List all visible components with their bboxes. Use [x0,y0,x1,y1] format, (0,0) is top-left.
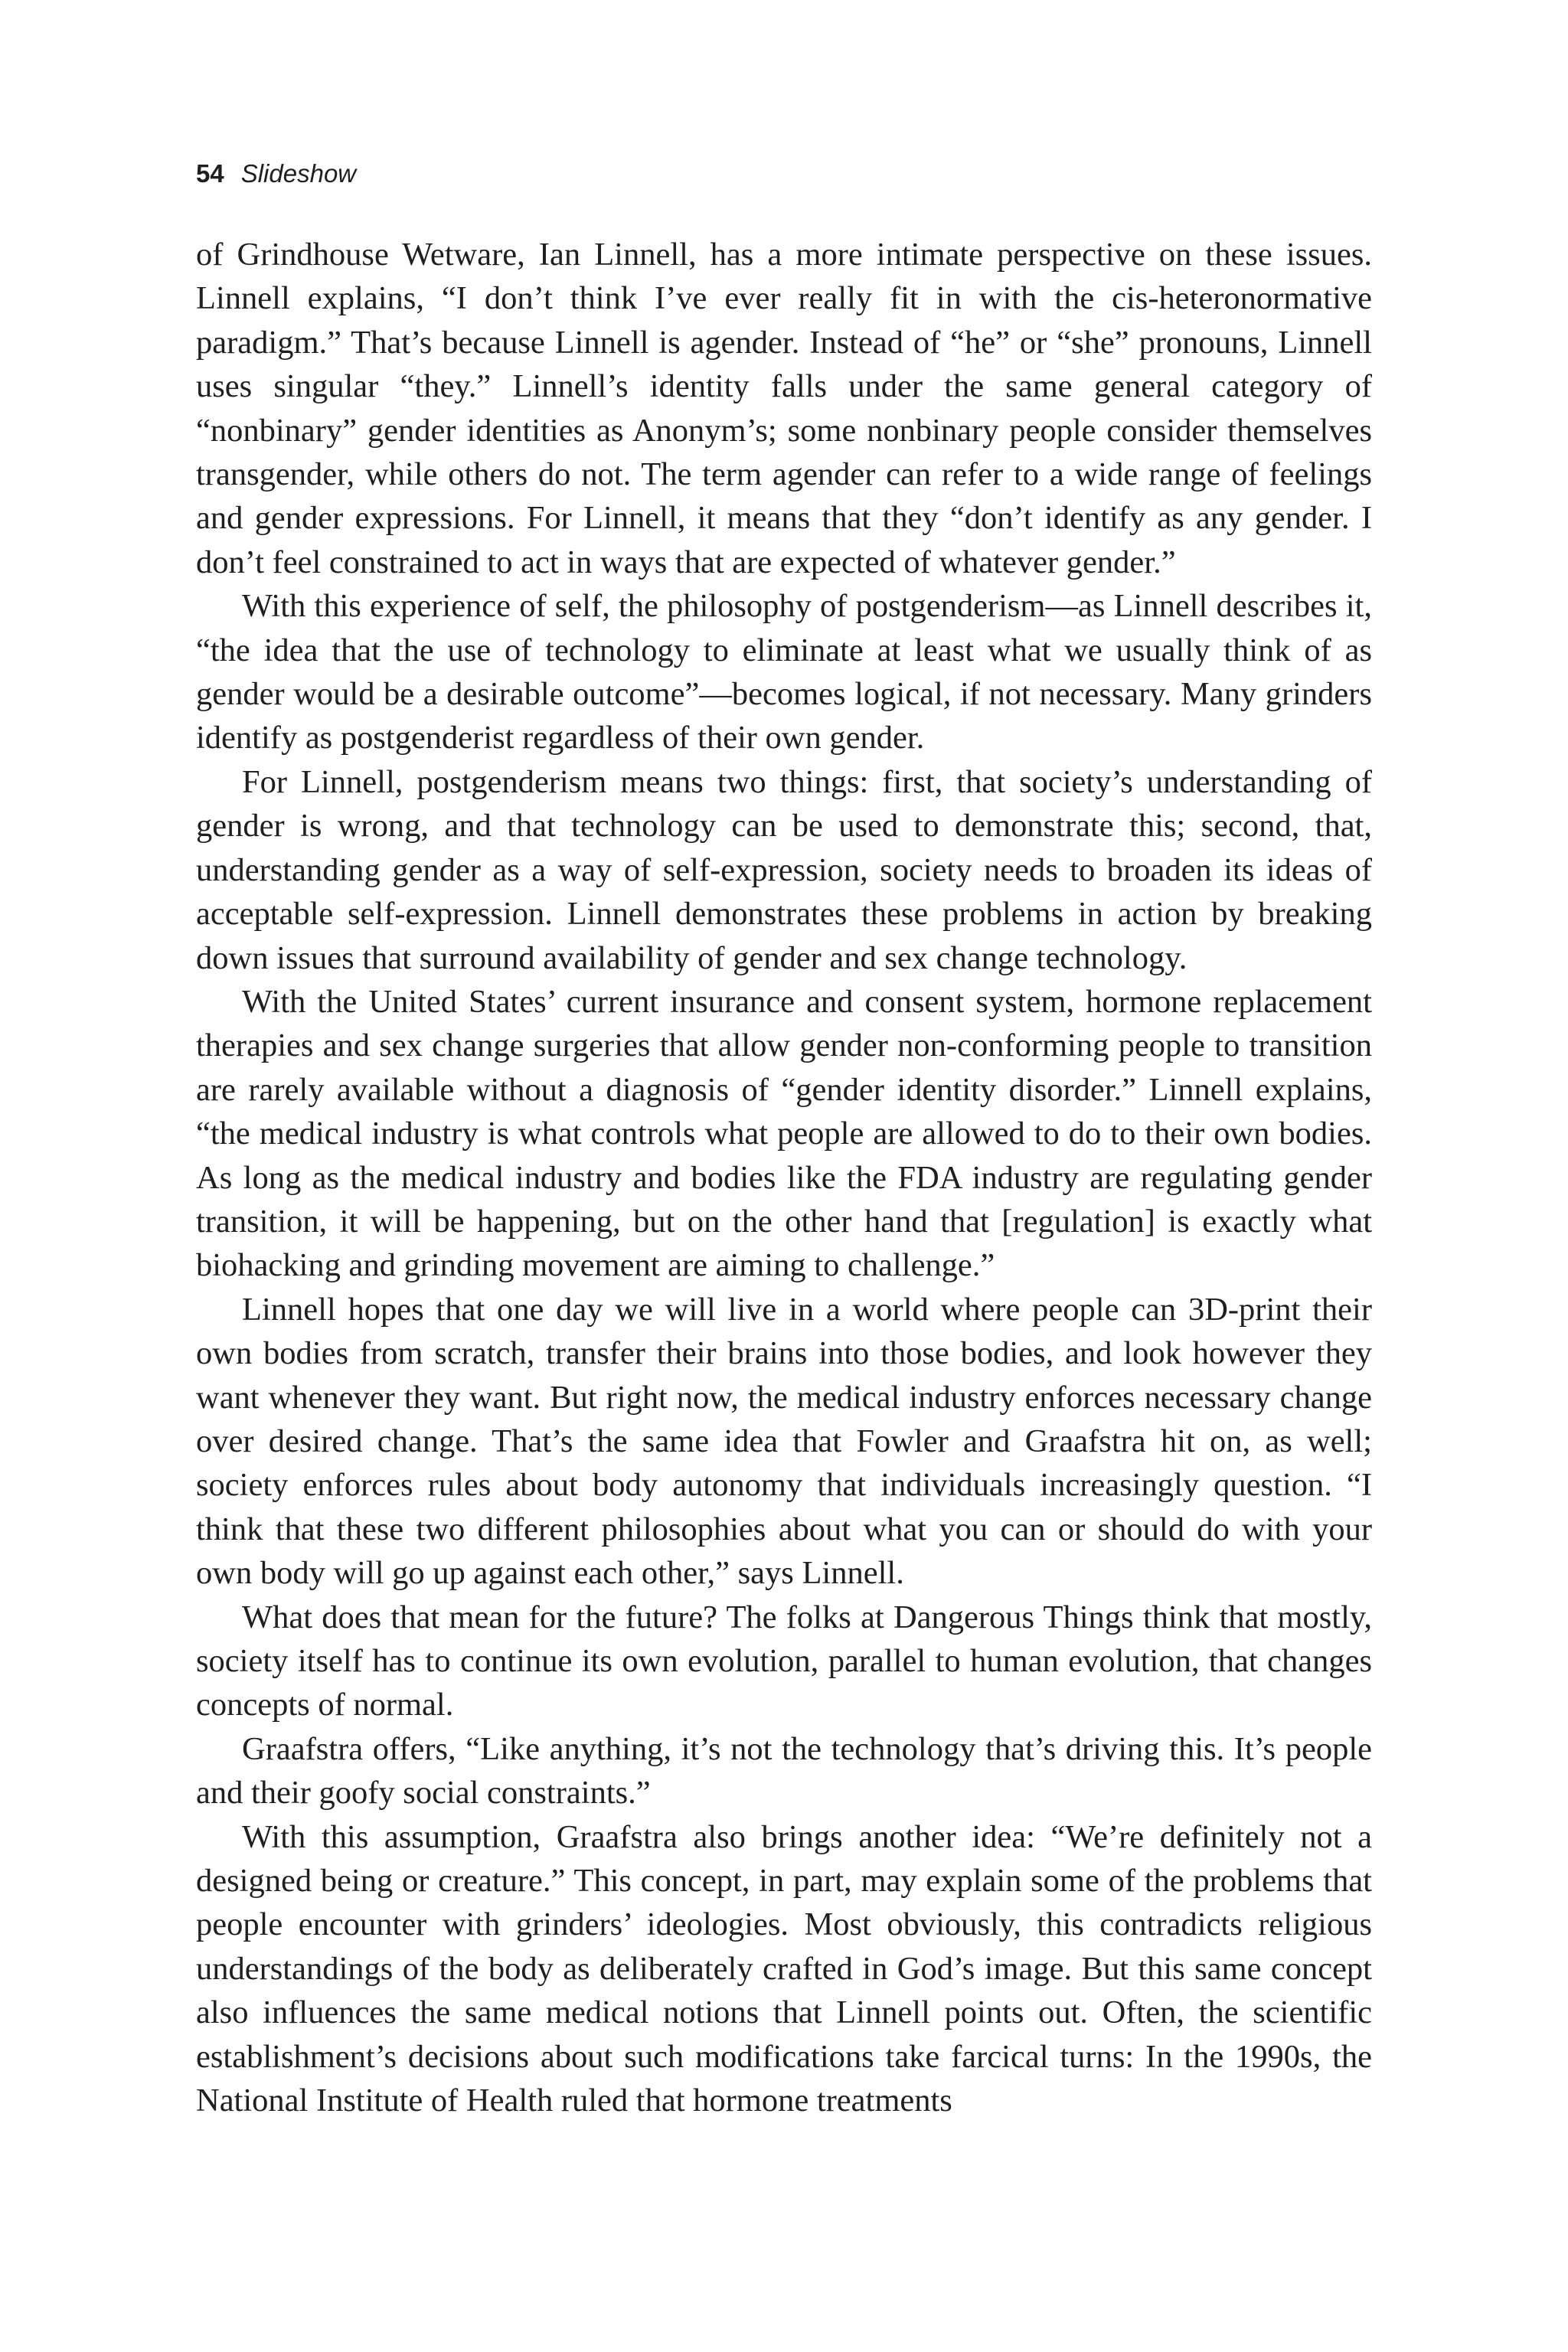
paragraph: With the United States’ current insurance and consent system, hormone replacement therapies and sex change surgeries that allow gender non-conforming people to transition are rarely available without a diagnosis of “gender identity disorder.” Linnell explains, “the medical industry is what controls what people are allowed to do to their own bodies. As long as the medical industry and bodies like the FDA industry are regulating gender transition, it will be happening, but on the other hand that [regulation] is exactly what biohacking and grinding movement are aiming to challenge.” [196,983,1372,1284]
paragraph: With this assumption, Graafstra also brings another idea: “We’re definitely not a designed being or creature.” This concept, in part, may explain some of the problems that people encounter with grinders’ ideologies. Most obviously, this contradicts religious understandings of the body as deliberately crafted in God’s image. But this same concept also influences the same medical notions that Linnell points out. Often, the scientific establishment’s decisions about such modifications take farcical turns: In the 1990s, the National Institute of Health ruled that hormone treatments [196,1818,1372,2119]
page-number: 54 [196,159,224,188]
paragraph: For Linnell, postgenderism means two things: first, that society’s understanding of gender is wrong, and that technology can be used to demonstrate this; second, that, understanding gender as a way of self-expression, society needs to broaden its ideas of acceptable self-expression. Linnell demonstrates these problems in action by breaking down issues that surround availability of gender and sex change technology. [196,763,1372,976]
paragraph: With this experience of self, the philosophy of postgenderism—as Linnell describes it, “the idea that the use of technology to eliminate at least what we usually think of as gender would be a desirable outcome”—becomes logical, if not necessary. Many grinders identify as postgenderist regardless of their own gender. [196,588,1372,756]
running-title: Slideshow [240,159,357,188]
running-head [196,156,356,191]
paragraph-continued: of Grindhouse Wetware, Ian Linnell, has a more intimate perspective on these issues. Linnell explains, “I don’t think I’ve ever really fit in with the cis-heteronormative paradigm.” That’s because Linnell is agender. Instead of “he” or “she” pronouns, Linnell uses singular “they.” Linnell’s identity falls under the same general category of “nonbinary” gender identities as Anonym’s; some nonbinary people consider themselves transgender, while others do not. The term agender can refer to a wide range of feelings and gender expressions. For Linnell, it means that they “don’t identify as any gender. I don’t feel constrained to act in ways that are expected of whatever gender.” [196,237,1372,580]
paragraph: What does that mean for the future? The folks at Dangerous Things think that mostly, society itself has to continue its own evolution, parallel to human evolution, that changes concepts of normal. [196,1599,1372,1723]
body-text [196,233,1372,2122]
paragraph: Linnell hopes that one day we will live in a world where people can 3D-print their own bodies from scratch, transfer their brains into those bodies, and look however they want whenever they want. But right now, the medical industry enforces necessary change over desired change. That’s the same idea that Fowler and Graafstra hit on, as well; society enforces rules about body autonomy that individuals increasingly question. “I think that these two different philosophies about what you can or should do with your own body will go up against each other,” says Linnell. [196,1291,1372,1592]
paragraph: Graafstra offers, “Like anything, it’s not the technology that’s driving this. It’s people and their goofy social constraints.” [196,1730,1372,1811]
